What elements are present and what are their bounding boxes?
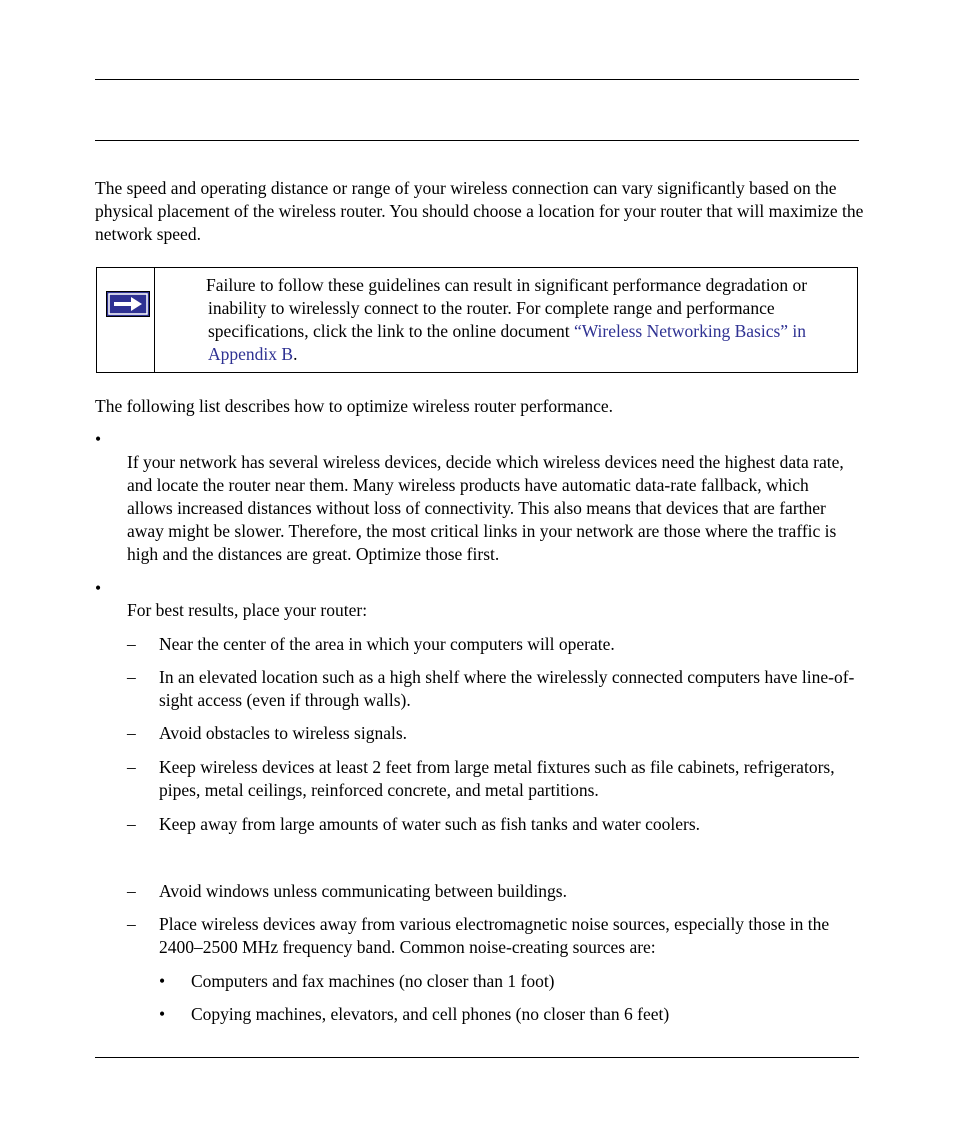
placement-item-3: Avoid obstacles to wireless signals. bbox=[159, 723, 408, 743]
placement-item-1: Near the center of the area in which your computers will operate. bbox=[159, 634, 615, 654]
appendix-b-link[interactable]: “Wireless Networking Basics” in Appendix B bbox=[208, 321, 807, 364]
right-arrow-icon bbox=[106, 291, 150, 317]
list-bullet-2: • bbox=[95, 578, 102, 598]
note-text bbox=[208, 274, 858, 366]
placement-dash-1: – bbox=[127, 634, 136, 654]
list-intro: The following list describes how to optimize wireless router performance. bbox=[95, 396, 614, 416]
footer-rule bbox=[95, 1057, 859, 1058]
placement-dash-3: – bbox=[127, 723, 136, 743]
placement-dash-7: – bbox=[127, 914, 136, 934]
note-text-main: Failure to follow these guidelines can result in significant performance degradation or inability to wirelessly connect to the router. For complete range and performance specifications, click the link to the online document bbox=[206, 275, 808, 341]
placement-item-5: Keep away from large amounts of water such as fish tanks and water coolers. bbox=[159, 814, 701, 834]
noise-bullet-1: • bbox=[159, 971, 166, 991]
placement-dash-2: – bbox=[127, 667, 136, 687]
list-bullet-1: • bbox=[95, 429, 102, 449]
placement-item-6: Avoid windows unless communicating between buildings. bbox=[159, 881, 567, 901]
header-rule-bottom bbox=[95, 140, 859, 141]
placement-item-7: Place wireless devices away from various electromagnetic noise sources, especially those in the 2400–2500 MHz frequency band. Common noise-creating sources are: bbox=[159, 914, 830, 957]
noise-bullet-2: • bbox=[159, 1004, 166, 1024]
placement-item-2: In an elevated location such as a high shelf where the wirelessly connected computers have line-of-sight access (even if through walls). bbox=[159, 667, 855, 710]
item2-intro: For best results, place your router: bbox=[127, 600, 368, 620]
placement-dash-5: – bbox=[127, 814, 136, 834]
header-rule-top bbox=[95, 79, 859, 80]
noise-source-1: Computers and fax machines (no closer than 1 foot) bbox=[191, 971, 555, 991]
placement-dash-4: – bbox=[127, 757, 136, 777]
noise-source-2: Copying machines, elevators, and cell phones (no closer than 6 feet) bbox=[191, 1004, 670, 1024]
note-box bbox=[96, 267, 858, 373]
note-text-end: . bbox=[293, 344, 298, 364]
item1-body: If your network has several wireless devices, decide which wireless devices need the highest data rate, and locate the router near them. Many wireless products have automatic data-rate fallback, which allows increased distances without loss of connectivity. This also means that devices that are farther away might be slower. Therefore, the most critical links in your network are those where the traffic is high and the distances are great. Optimize those first. bbox=[127, 452, 844, 564]
intro-paragraph: The speed and operating distance or range of your wireless connection can vary significantly based on the physical placement of the wireless router. You should choose a location for your router that will maximize the network speed. bbox=[95, 178, 864, 244]
placement-item-4: Keep wireless devices at least 2 feet from large metal fixtures such as file cabinets, refrigerators, pipes, metal ceilings, reinforced concrete, and metal partitions. bbox=[159, 757, 835, 800]
note-divider bbox=[154, 268, 155, 372]
placement-dash-6: – bbox=[127, 881, 136, 901]
